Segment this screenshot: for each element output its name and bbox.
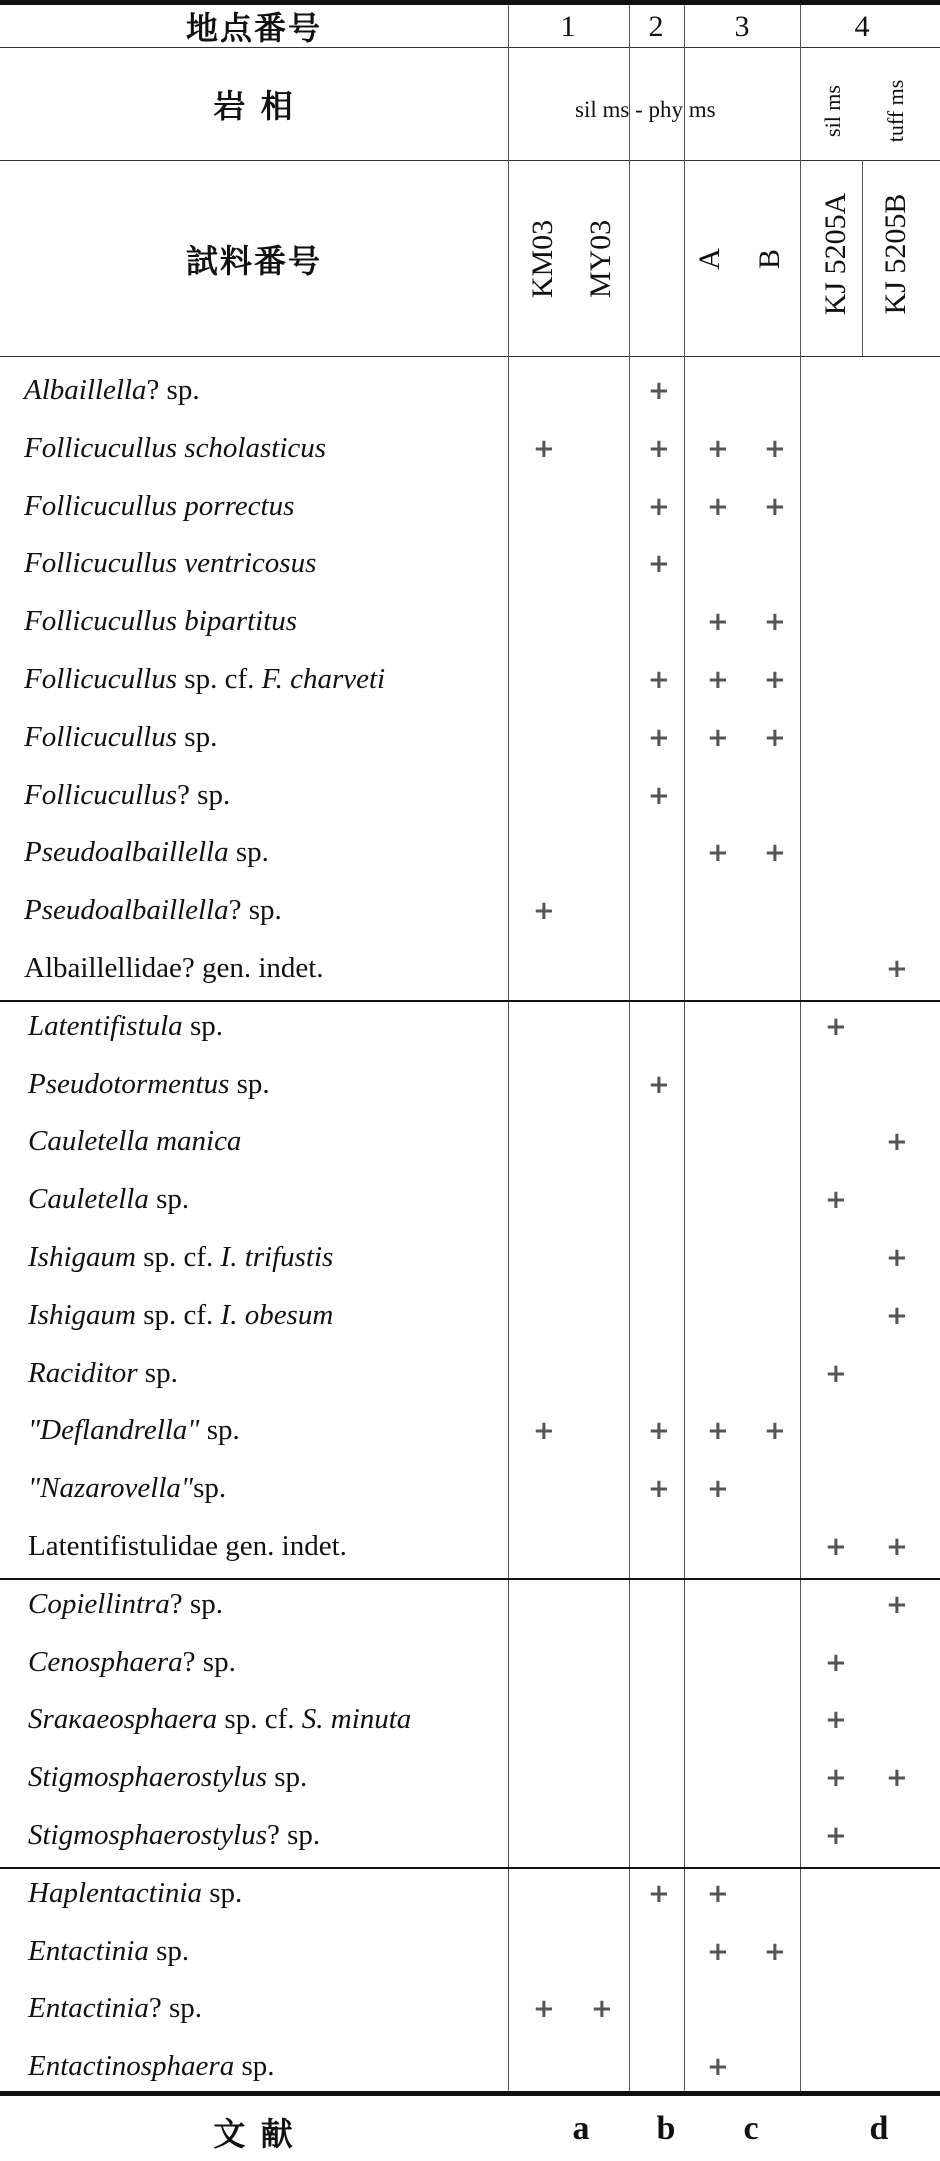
species-name-part: "Deflandrella" — [28, 1414, 200, 1447]
species-name-part: ? sp. — [169, 1587, 223, 1620]
table-row — [0, 1755, 940, 1813]
presence-mark: + — [648, 1069, 670, 1100]
presence-mark: + — [707, 665, 729, 695]
species-name — [28, 1530, 347, 1563]
presence-mark: + — [707, 722, 729, 753]
species-name — [28, 1414, 240, 1447]
presence-mark: + — [825, 1763, 847, 1794]
species-name — [24, 894, 282, 927]
presence-mark: + — [886, 1300, 908, 1331]
presence-mark: + — [886, 1589, 908, 1620]
header-rule-3 — [0, 356, 940, 357]
species-name-part: Albaillella — [24, 374, 147, 406]
table-row — [0, 1524, 940, 1582]
species-name-part: Stigmosphaerostylus — [28, 1819, 267, 1851]
sample-kj5205a: KJ 5205A — [819, 192, 852, 316]
presence-mark: + — [764, 491, 786, 522]
species-name-part: ? sp. — [146, 374, 200, 406]
table-row — [0, 1235, 940, 1293]
lithology-sil: sil ms — [820, 85, 845, 137]
presence-mark: + — [707, 2052, 729, 2083]
species-name-part: sp. — [137, 1356, 178, 1389]
species-name-part: Ishigaum — [28, 1241, 136, 1273]
presence-mark: + — [707, 838, 729, 869]
species-name — [24, 721, 217, 754]
species-name-part: sp. cf. — [217, 1703, 302, 1736]
species-name-part: Follicucullus porrectus — [24, 489, 295, 522]
table-row — [0, 599, 940, 657]
lithology-main: sil ms - phy ms — [575, 97, 716, 122]
table-row — [0, 1408, 940, 1466]
species-name — [28, 2050, 275, 2083]
species-name-part: Haplentactinia — [28, 1876, 202, 1909]
presence-mark: + — [825, 1821, 847, 1851]
presence-mark: + — [764, 1936, 786, 1967]
species-name-part: Cenosphaera — [28, 1645, 183, 1678]
footer-rule — [0, 2091, 940, 2096]
location-number-header: 地点番号 — [185, 9, 322, 47]
species-name-part: I. obesum — [220, 1298, 334, 1331]
species-name-part: Cauletella — [28, 1183, 149, 1216]
species-name-part: Cauletella manica — [28, 1125, 242, 1158]
table-row — [0, 946, 940, 1004]
species-name-part: ? sp. — [177, 778, 231, 811]
species-name — [28, 1241, 333, 1274]
species-name-part: Entactinia — [28, 1934, 149, 1967]
reference-b: b — [656, 2110, 676, 2147]
presence-mark: + — [707, 1474, 729, 1505]
table-row — [0, 1697, 940, 1755]
group-divider — [0, 1000, 940, 1002]
species-name-part: Entactinia — [28, 1992, 149, 2025]
species-name — [24, 952, 324, 985]
presence-mark: + — [707, 491, 729, 522]
species-name-part: Pseudoalbaillella — [24, 836, 229, 869]
presence-mark: + — [707, 1416, 729, 1447]
species-name — [28, 1125, 241, 1158]
table-row — [0, 1004, 940, 1062]
species-name — [24, 547, 316, 580]
presence-mark: + — [648, 665, 670, 695]
species-name — [28, 1183, 189, 1216]
species-name-part: sp. — [193, 1472, 227, 1505]
species-name-part: Stigmosphaerostylus — [28, 1761, 267, 1794]
species-name — [28, 1935, 189, 1968]
presence-mark: + — [648, 722, 670, 753]
column-divider-sil-tuff — [862, 160, 863, 356]
presence-mark: + — [648, 376, 670, 406]
species-name — [28, 1299, 333, 1332]
species-name — [28, 1357, 178, 1390]
presence-mark: + — [764, 433, 786, 464]
species-name — [28, 1819, 320, 1852]
species-name-part: Follicucullus — [24, 778, 178, 811]
presence-mark: + — [886, 1763, 908, 1794]
table-row — [0, 1871, 940, 1929]
species-name — [24, 490, 294, 523]
table-row — [0, 1177, 940, 1235]
presence-mark: + — [764, 838, 786, 869]
sample-a: A — [693, 248, 726, 270]
species-name-part: Follicucullus — [24, 720, 178, 753]
species-name-part: ? sp. — [228, 894, 282, 927]
species-name-part: sp. — [266, 1761, 308, 1794]
table-row — [0, 1640, 940, 1698]
presence-mark: + — [825, 1011, 847, 1042]
species-name-part: sp. — [177, 720, 218, 753]
table-row — [0, 1466, 940, 1524]
table-row — [0, 1119, 940, 1177]
species-name — [28, 1992, 202, 2025]
table-row — [0, 484, 940, 542]
species-name — [28, 1472, 226, 1505]
table-row — [0, 888, 940, 946]
species-name-part: sp. cf. — [177, 663, 262, 695]
species-name — [28, 1646, 236, 1679]
sample-km03: KM03 — [526, 219, 559, 299]
species-name-part: sp. — [199, 1414, 240, 1447]
species-name-part: Albaillellidae? gen. indet. — [24, 952, 324, 984]
species-name-part: Copiellintra — [28, 1587, 170, 1620]
table-row — [0, 715, 940, 773]
species-name-part: sp. — [148, 1183, 190, 1216]
table-row — [0, 426, 940, 484]
location-2: 2 — [648, 10, 664, 43]
species-name-part: ? sp. — [148, 1992, 202, 2025]
table-row — [0, 1929, 940, 1987]
location-3: 3 — [734, 10, 750, 43]
presence-mark: + — [648, 491, 670, 522]
species-name-part: ? sp. — [182, 1645, 236, 1678]
reference-a: a — [572, 2110, 590, 2147]
lithology-header: 岩 相 — [213, 87, 295, 125]
presence-mark: + — [886, 954, 908, 984]
species-name-part: Pseudotormentus — [28, 1067, 230, 1100]
sample-my03: MY03 — [584, 219, 617, 299]
species-name-part: sp. — [201, 1876, 243, 1909]
presence-mark: + — [886, 1127, 908, 1158]
presence-mark: + — [533, 433, 555, 464]
species-name-part: sp. cf. — [135, 1298, 221, 1331]
presence-mark: + — [648, 1474, 670, 1505]
presence-mark: + — [825, 1358, 847, 1389]
table-row — [0, 1351, 940, 1409]
species-name-part: sp. — [234, 2050, 275, 2083]
species-name-part: Pseudoalbaillella — [24, 894, 229, 927]
table-row — [0, 830, 940, 888]
presence-mark: + — [648, 549, 670, 580]
presence-mark: + — [825, 1532, 847, 1562]
presence-mark: + — [707, 607, 729, 638]
species-name-part: sp. — [182, 1009, 223, 1042]
species-name — [28, 1010, 223, 1043]
presence-mark: + — [825, 1185, 847, 1216]
presence-mark: + — [707, 433, 729, 464]
presence-mark: + — [825, 1647, 847, 1678]
species-name-part: Follicucullus — [24, 663, 178, 695]
sample-kj5205b: KJ 5205B — [879, 193, 912, 315]
species-name-part: sp. — [229, 1067, 270, 1100]
group-divider — [0, 1578, 940, 1580]
sample-number-header: 試料番号 — [185, 241, 322, 280]
species-name — [24, 374, 200, 407]
species-name-part: F. charveti — [261, 663, 386, 695]
location-4: 4 — [854, 10, 870, 43]
species-name-part: Ishigaum — [28, 1298, 136, 1331]
presence-mark: + — [707, 1936, 729, 1967]
species-name — [28, 1068, 270, 1101]
species-name-part: Entactinosphaera — [28, 2050, 235, 2083]
species-name-part: Sraкaeosphaera — [28, 1703, 218, 1736]
species-name-part: Follicucullus scholasticus — [24, 431, 327, 464]
species-name — [24, 663, 385, 696]
presence-mark: + — [825, 1705, 847, 1736]
species-name-part: Latentifistula — [28, 1009, 183, 1042]
location-1: 1 — [560, 10, 576, 43]
species-name — [28, 1761, 307, 1794]
species-name — [24, 432, 326, 465]
species-name — [24, 779, 230, 812]
species-name — [28, 1877, 242, 1910]
species-name-part: Follicucullus ventricosus — [24, 547, 317, 580]
species-name-part: I. trifustis — [220, 1241, 334, 1273]
species-name-part: ? sp. — [266, 1819, 321, 1851]
table-row — [0, 541, 940, 599]
table-row — [0, 657, 940, 715]
presence-mark: + — [707, 1878, 729, 1909]
presence-mark: + — [886, 1532, 908, 1562]
presence-mark: + — [648, 780, 670, 811]
presence-mark: + — [764, 665, 786, 695]
species-name-part: "Nazarovella" — [28, 1472, 194, 1505]
table-row — [0, 1582, 940, 1640]
species-name-part: S. minuta — [301, 1703, 412, 1736]
group-divider — [0, 1867, 940, 1869]
presence-mark: + — [591, 1994, 613, 2025]
species-name-part: Latentifistulidae gen. indet. — [28, 1530, 347, 1562]
presence-mark: + — [886, 1243, 908, 1273]
presence-mark: + — [764, 607, 786, 638]
table-row — [0, 773, 940, 831]
reference-d: d — [869, 2110, 889, 2147]
species-name — [28, 1588, 223, 1621]
species-name — [24, 605, 297, 638]
lithology-tuff: tuff ms — [883, 79, 908, 143]
table-row — [0, 1986, 940, 2044]
sample-b: B — [753, 249, 786, 270]
table-row — [0, 1293, 940, 1351]
reference-c: c — [743, 2110, 759, 2147]
table-row — [0, 1813, 940, 1871]
presence-mark: + — [533, 1416, 555, 1447]
species-name-part: sp. — [148, 1934, 190, 1967]
species-name-part: sp. — [228, 836, 269, 869]
species-name — [28, 1703, 411, 1736]
species-name — [24, 836, 269, 869]
presence-mark: + — [648, 1878, 670, 1909]
presence-mark: + — [648, 433, 670, 464]
presence-mark: + — [533, 896, 555, 927]
presence-mark: + — [648, 1416, 670, 1447]
species-name-part: Raciditor — [28, 1356, 138, 1389]
reference-header: 文 献 — [213, 2115, 295, 2153]
presence-mark: + — [533, 1994, 555, 2025]
table-row — [0, 1062, 940, 1120]
table-row — [0, 368, 940, 426]
presence-mark: + — [764, 722, 786, 753]
presence-mark: + — [764, 1416, 786, 1447]
species-name-part: sp. cf. — [135, 1241, 221, 1273]
species-name-part: Follicucullus bipartitus — [24, 605, 298, 638]
